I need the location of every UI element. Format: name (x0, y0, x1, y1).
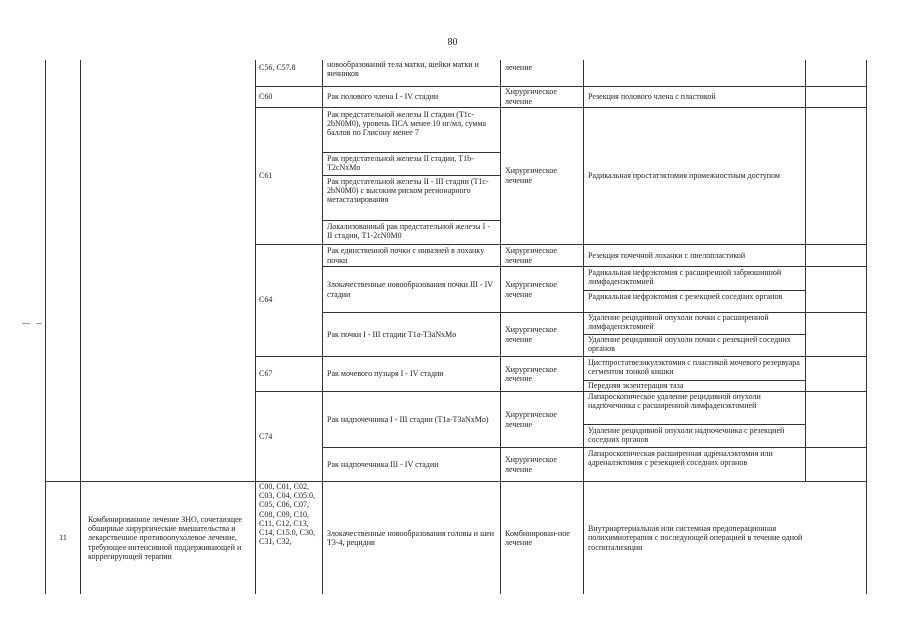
row-method: Радикальная простатэктомия промежностным доступом (588, 170, 780, 180)
table-border (322, 220, 500, 221)
table-border (322, 60, 323, 594)
row-treatment: Хирургическое лечение (505, 246, 557, 265)
row-method: Удаление рецидивной опухоли почки с расширенной лимфаденэктомией (588, 313, 769, 332)
row-codes: C60 (259, 91, 273, 101)
row-diagnosis: Злокачественные новообразования почки III - IV стадии (327, 280, 493, 299)
table-border (322, 152, 500, 153)
table-border (322, 175, 500, 176)
row-number: 11 (59, 533, 67, 543)
row-codes: C61 (259, 170, 273, 180)
table-border (80, 60, 81, 594)
row-method: Передняя экзентерация таза (588, 381, 684, 390)
row-diagnosis: Рак предстательной железы II стадии, T1b-T2cNxMo (327, 154, 474, 173)
row-diagnosis: Рак надпочечника III - IV стадии (327, 459, 439, 469)
row-diagnosis: Рак полового члена I - IV стадии (327, 91, 439, 101)
row-codes: C00, C01, C02, C03, C04, C05.0, C05, C06, C07, C08, C09, C10, C11, C12, C13, C14, C15.0, C30, C31, C32, (259, 482, 316, 547)
page-number: 80 (447, 37, 458, 48)
row-method: Резекция полового члена с пластикой (588, 91, 716, 101)
row-treatment: лечение (505, 63, 533, 72)
row-method: Цистпростатвезикулэктомия с пластикой мочевого резервуара сегментом тонкой кишки (588, 358, 800, 377)
row-treatment: Хирургическое лечение (505, 280, 557, 299)
row-codes: C67 (259, 369, 273, 379)
row-method: Радикальная нефрэктомия с расширенной забрюшинной лимфаденэктомией (588, 268, 782, 287)
row-care-type: Комбинированное лечение ЗНО, сочетающее обширные хирургические вмешательства и лекарственное противоопухолевое лечение, требующее интенсивной поддерживающей и коррегирующей терапии (88, 514, 243, 561)
table-border (583, 290, 805, 291)
margin-dash-mark (36, 323, 42, 324)
row-diagnosis: Рак почки I - III стадии T1a-T3aNxMo (327, 329, 457, 339)
row-treatment: Хирургическое лечение (505, 455, 557, 474)
row-method: Внутриартериальная или системная предоперационная полихимиотерапия с последующей операцией в течение одной госпитализации (588, 524, 803, 552)
row-method: Удаление рецидивной опухоли надпочечника с резекцией соседних органов (588, 426, 785, 445)
row-codes: C74 (259, 431, 273, 441)
table-border (500, 60, 501, 594)
row-diagnosis: новообразований тела матки, шейки матки и яичников (327, 60, 479, 79)
row-method: Лапароскопическое удаление рецидивной опухоли надпочечника с расширенной лимфаденэктомией (588, 392, 761, 411)
row-method: Резекция почечной лоханки с пиелопластикой (588, 250, 746, 260)
row-method: Радикальная нефрэктомия с резекцией соседних органов (588, 292, 783, 301)
row-treatment: Хирургическое лечение (505, 166, 557, 185)
row-treatment: Хирургическое лечение (505, 364, 557, 383)
row-method: Удаление рецидивной опухоли почки с резекцией соседних органов (588, 335, 791, 354)
margin-dash-mark (22, 323, 30, 324)
row-method: Лапароскопическая расширенная адреналэктомия или адреналэктомия с резекцией соседних органов (588, 449, 773, 468)
row-diagnosis: Рак мочевого пузыря I - IV стадии (327, 369, 444, 379)
row-codes: C56, C57.8 (259, 63, 296, 72)
row-diagnosis: Рак предстательной железы II - III стадии (T1c-2bN0M0) с высоким риском регионарного метастазирования (327, 177, 489, 205)
row-treatment: Хирургическое лечение (505, 410, 557, 429)
table-border (866, 60, 867, 594)
row-codes: C64 (259, 295, 273, 305)
row-treatment: Хирургическое лечение (505, 87, 557, 106)
table-border (255, 60, 256, 594)
row-diagnosis: Злокачественные новообразования головы и шеи T3-4, рецидив (327, 528, 495, 547)
table-border (583, 60, 584, 594)
table-border (805, 60, 806, 482)
table-border (583, 424, 805, 425)
row-diagnosis: Локализованный рак предстательной железы I - II стадии, T1-2cN0M0 (327, 222, 490, 241)
row-treatment: Комбинирован-ное лечение (505, 528, 570, 547)
row-diagnosis: Рак единственной почки с инвазией в лоханку почки (327, 246, 485, 265)
row-diagnosis: Рак надпочечника I - III стадии (T1a-T3aNxMo) (327, 414, 489, 424)
row-treatment: Хирургическое лечение (505, 325, 557, 344)
row-diagnosis: Рак предстательной железы II стадии (T1c-2bN0M0), уровень ПСА менее 10 нг/мл, сумма баллов по Глисону менее 7 (327, 110, 487, 138)
